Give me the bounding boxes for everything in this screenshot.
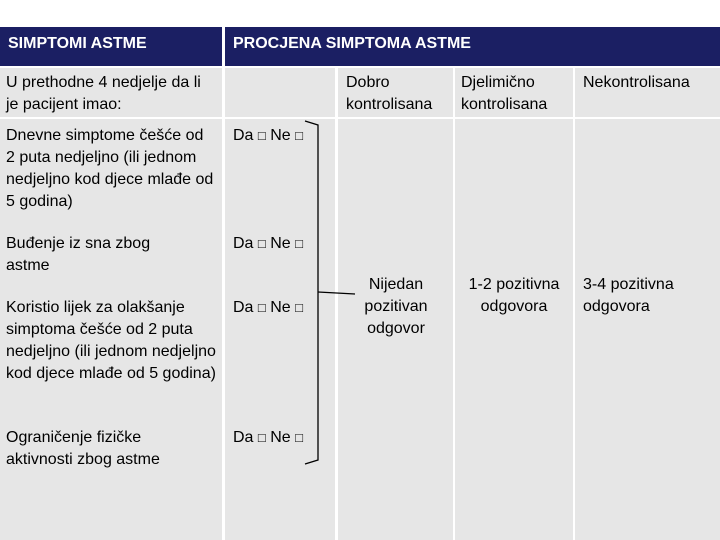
- yes-label: Da: [233, 299, 254, 316]
- column-partly-controlled: Djelimično kontrolisana: [455, 68, 573, 117]
- yes-label: Da: [233, 429, 254, 446]
- symptom-4: Ograničenje fizičke aktivnosti zbog astme: [6, 429, 160, 468]
- result-partly-controlled: 1-2 pozitivna odgovora: [468, 276, 560, 315]
- header-symptoms: SIMPTOMI ASTME: [0, 27, 222, 66]
- column-uncontrolled: Nekontrolisana: [575, 68, 720, 117]
- yes-checkbox[interactable]: □: [257, 300, 266, 315]
- yes-label: Da: [233, 235, 254, 252]
- no-label: Ne: [270, 235, 291, 252]
- symptom-3: Koristio lijek za olakšanje simptoma češće od 2 puta nedjeljno (ili jednom nedjeljno kod djece mlađe od 5 godina): [6, 299, 216, 382]
- no-checkbox[interactable]: □: [295, 128, 303, 143]
- header-assessment: PROCJENA SIMPTOMA ASTME: [225, 27, 720, 66]
- no-checkbox[interactable]: □: [295, 430, 303, 445]
- column-well-controlled: Dobro kontrolisana: [338, 68, 453, 117]
- result-uncontrolled: 3-4 pozitivna odgovora: [583, 276, 674, 315]
- yes-checkbox[interactable]: □: [257, 430, 266, 445]
- no-label: Ne: [270, 127, 291, 144]
- yes-checkbox[interactable]: □: [257, 128, 266, 143]
- result-well-controlled: Nijedan pozitivan odgovor: [364, 276, 428, 337]
- yes-checkbox[interactable]: □: [257, 236, 266, 251]
- no-checkbox[interactable]: □: [295, 236, 303, 251]
- no-label: Ne: [270, 299, 291, 316]
- no-label: Ne: [270, 429, 291, 446]
- yes-label: Da: [233, 127, 254, 144]
- symptom-1: Dnevne simptome češće od 2 puta nedjeljno (ili jednom nedjeljno kod djece mlađe od 5 godina): [6, 127, 214, 210]
- no-checkbox[interactable]: □: [295, 300, 303, 315]
- question-intro: U prethodne 4 nedjelje da li je pacijent imao:: [0, 68, 222, 117]
- symptom-2: Buđenje iz sna zbog astme: [6, 235, 151, 274]
